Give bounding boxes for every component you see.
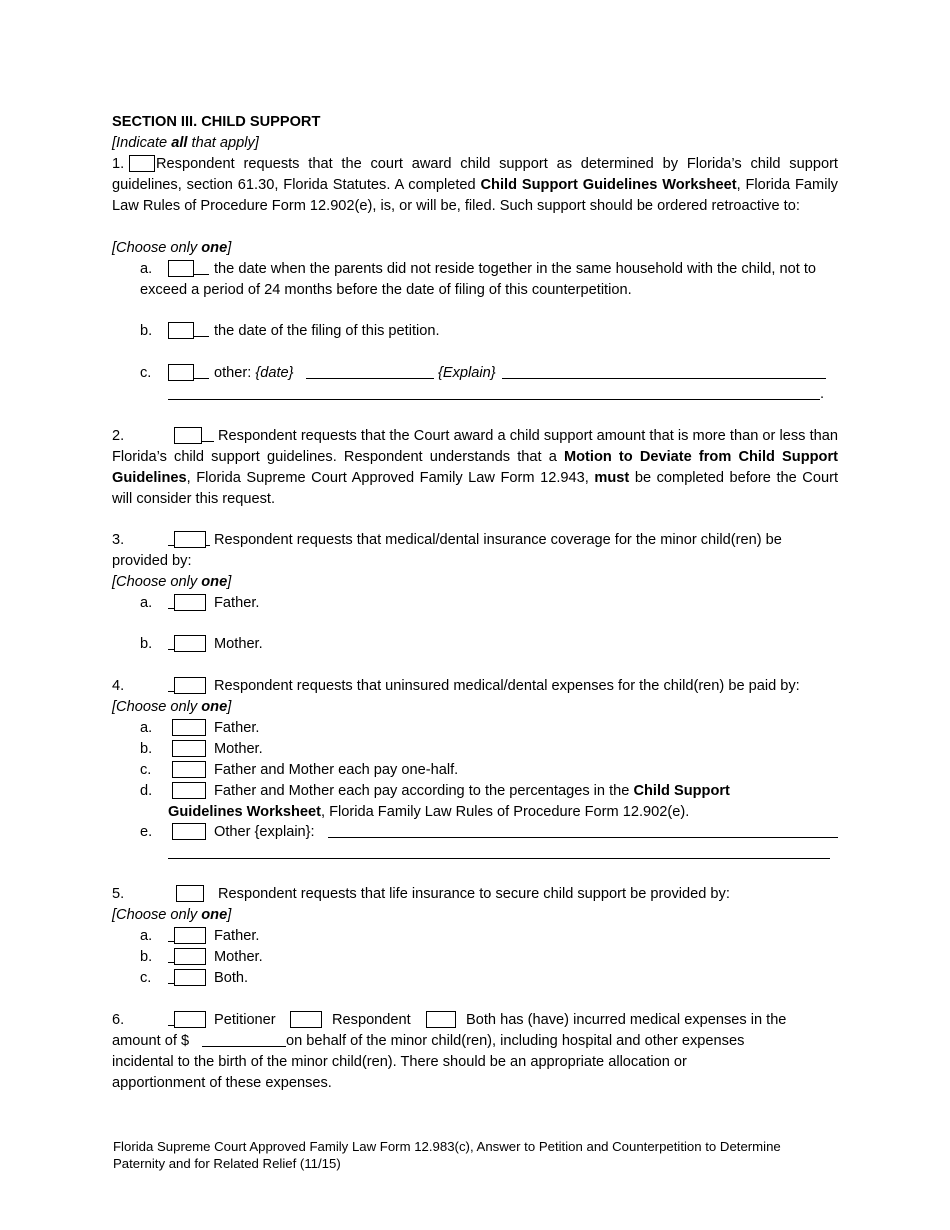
item2-underline	[202, 441, 214, 442]
item5-checkbox[interactable]	[176, 885, 204, 902]
item3-number: 3.	[112, 532, 125, 548]
page-footer	[113, 1138, 843, 1172]
item6-petitioner-label: Petitioner	[214, 1012, 276, 1028]
item1-c-date-line[interactable]	[306, 378, 434, 379]
item3-b-text: Mother.	[214, 636, 263, 652]
item4-number: 4.	[112, 678, 125, 694]
item2-checkbox[interactable]	[174, 427, 202, 444]
item4-option-label: b.	[140, 741, 153, 757]
item4-option-c-checkbox[interactable]	[172, 761, 206, 778]
item1-choose-instruction: [Choose only one]	[112, 240, 232, 256]
item2-paragraph: Respondent requests that the Court award a child support amount that is more than or less than Florida’s child support guidelines. Respondent understands that a Motion to Deviate from Child Support Guidelines, Florida Supreme Court Approved Family Law Form 12.943, must be completed before the Court will consider this request.	[112, 428, 838, 507]
item6-both-text: Both has (have) incurred medical expenses in the	[466, 1012, 787, 1028]
item1-b-underline	[194, 336, 209, 337]
item1-b-label: b.	[140, 323, 153, 339]
item4-checkbox[interactable]	[174, 677, 206, 694]
item5-option-label: a.	[140, 928, 153, 944]
item3-b-label: b.	[140, 636, 153, 652]
item1-checkbox[interactable]	[129, 155, 155, 172]
footer-line-1: Florida Supreme Court Approved Family Law Form 12.983(c), Answer to Petition and Counterpetition to Determine	[113, 1139, 781, 1154]
item5-option-c-checkbox[interactable]	[174, 969, 206, 986]
item3-choose-instruction: [Choose only one]	[112, 574, 232, 590]
item4-e-label: e.	[140, 824, 153, 840]
item1-b-text: the date of the filing of this petition.	[214, 323, 440, 339]
item5-option-b-checkbox[interactable]	[174, 948, 206, 965]
item3-a-checkbox[interactable]	[174, 594, 206, 611]
item4-option-a-checkbox[interactable]	[172, 719, 206, 736]
item6-line2: on behalf of the minor child(ren), including hospital and other expenses	[286, 1033, 745, 1049]
item1-c-explain-line[interactable]	[502, 378, 826, 379]
item6-respondent-label: Respondent	[332, 1012, 411, 1028]
item3-b-checkbox[interactable]	[174, 635, 206, 652]
item1-number: 1.	[112, 156, 125, 172]
item1-paragraph: Respondent requests that the court award child support as determined by Florida’s child support guidelines, section 61.30, Florida Statutes. A completed Child Support Guidelines Worksheet, Florida Family Law Rules of Procedure Form 12.902(e), is, or will be, filed. Such support should be ordered retroactive to:	[112, 156, 838, 214]
item1-c-label: c.	[140, 365, 152, 381]
item1-b-checkbox[interactable]	[168, 322, 194, 339]
item4-option-label: c.	[140, 762, 152, 778]
item5-option-text: Both.	[214, 970, 249, 986]
item1-c-explain: {Explain}	[438, 365, 496, 381]
item4-option-text: Father.	[214, 720, 260, 736]
item4-option-label: a.	[140, 720, 153, 736]
item4-d-label: d.	[140, 783, 153, 799]
item5-option-text: Mother.	[214, 949, 263, 965]
item4-e-explain-line[interactable]	[328, 837, 838, 838]
item1-a-label: a.	[140, 261, 153, 277]
item4-option-text: Mother.	[214, 741, 263, 757]
item2-number: 2.	[112, 428, 125, 444]
indicate-instruction: [Indicate all that apply]	[112, 135, 259, 151]
item6-number: 6.	[112, 1012, 125, 1028]
item1-c-period: .	[820, 386, 825, 402]
item6-respondent-checkbox[interactable]	[290, 1011, 322, 1028]
item5-option-a-checkbox[interactable]	[174, 927, 206, 944]
item1-c-other: other: {date}	[214, 365, 294, 381]
item6-line3: incidental to the birth of the minor child(ren). There should be an appropriate allocation or	[112, 1054, 687, 1070]
item6-line4: apportionment of these expenses.	[112, 1075, 332, 1091]
item6-both-checkbox[interactable]	[426, 1011, 456, 1028]
item3-paragraph: Respondent requests that medical/dental insurance coverage for the minor child(ren) be provided by:	[112, 532, 782, 569]
item5-text: Respondent requests that life insurance to secure child support be provided by:	[218, 886, 730, 902]
item4-option-b-checkbox[interactable]	[172, 740, 206, 757]
item4-paragraph: Respondent requests that uninsured medical/dental expenses for the child(ren) be paid by: [Choose only one]	[112, 678, 800, 715]
item4-e-text: Other {explain}:	[214, 824, 315, 840]
item1-a-text: the date when the parents did not reside together in the same household with the child, not to exceed a period of 24 months before the date of filing of this counterpetition.	[140, 261, 816, 298]
item6-amount-label: amount of $	[112, 1033, 190, 1049]
item4-option-text: Father and Mother each pay one-half.	[214, 762, 459, 778]
item1-c-explain-line-2[interactable]	[168, 399, 820, 400]
item4-d-text: Father and Mother each pay according to the percentages in the Child Support Guidelines Worksheet, Florida Family Law Rules of Procedure Form 12.902(e).	[168, 783, 730, 820]
item6-petitioner-checkbox[interactable]	[174, 1011, 206, 1028]
item5-number: 5.	[112, 886, 125, 902]
item3-a-label: a.	[140, 595, 153, 611]
item1-c-checkbox[interactable]	[168, 364, 194, 381]
item5-option-label: b.	[140, 949, 153, 965]
item3-underline-post	[206, 545, 210, 546]
item5-option-text: Father.	[214, 928, 260, 944]
section-title: SECTION III. CHILD SUPPORT	[112, 114, 321, 130]
item5-option-label: c.	[140, 970, 152, 986]
footer-line-2: Paternity and for Related Relief (11/15)	[113, 1156, 341, 1171]
item6-amount-line[interactable]	[202, 1046, 286, 1047]
item1-c-underline	[194, 378, 209, 379]
item5-choose-instruction: [Choose only one]	[112, 907, 232, 923]
item3-checkbox[interactable]	[174, 531, 206, 548]
item3-a-text: Father.	[214, 595, 260, 611]
item4-e-explain-line-2[interactable]	[168, 858, 830, 859]
item4-option-e-checkbox[interactable]	[172, 823, 206, 840]
